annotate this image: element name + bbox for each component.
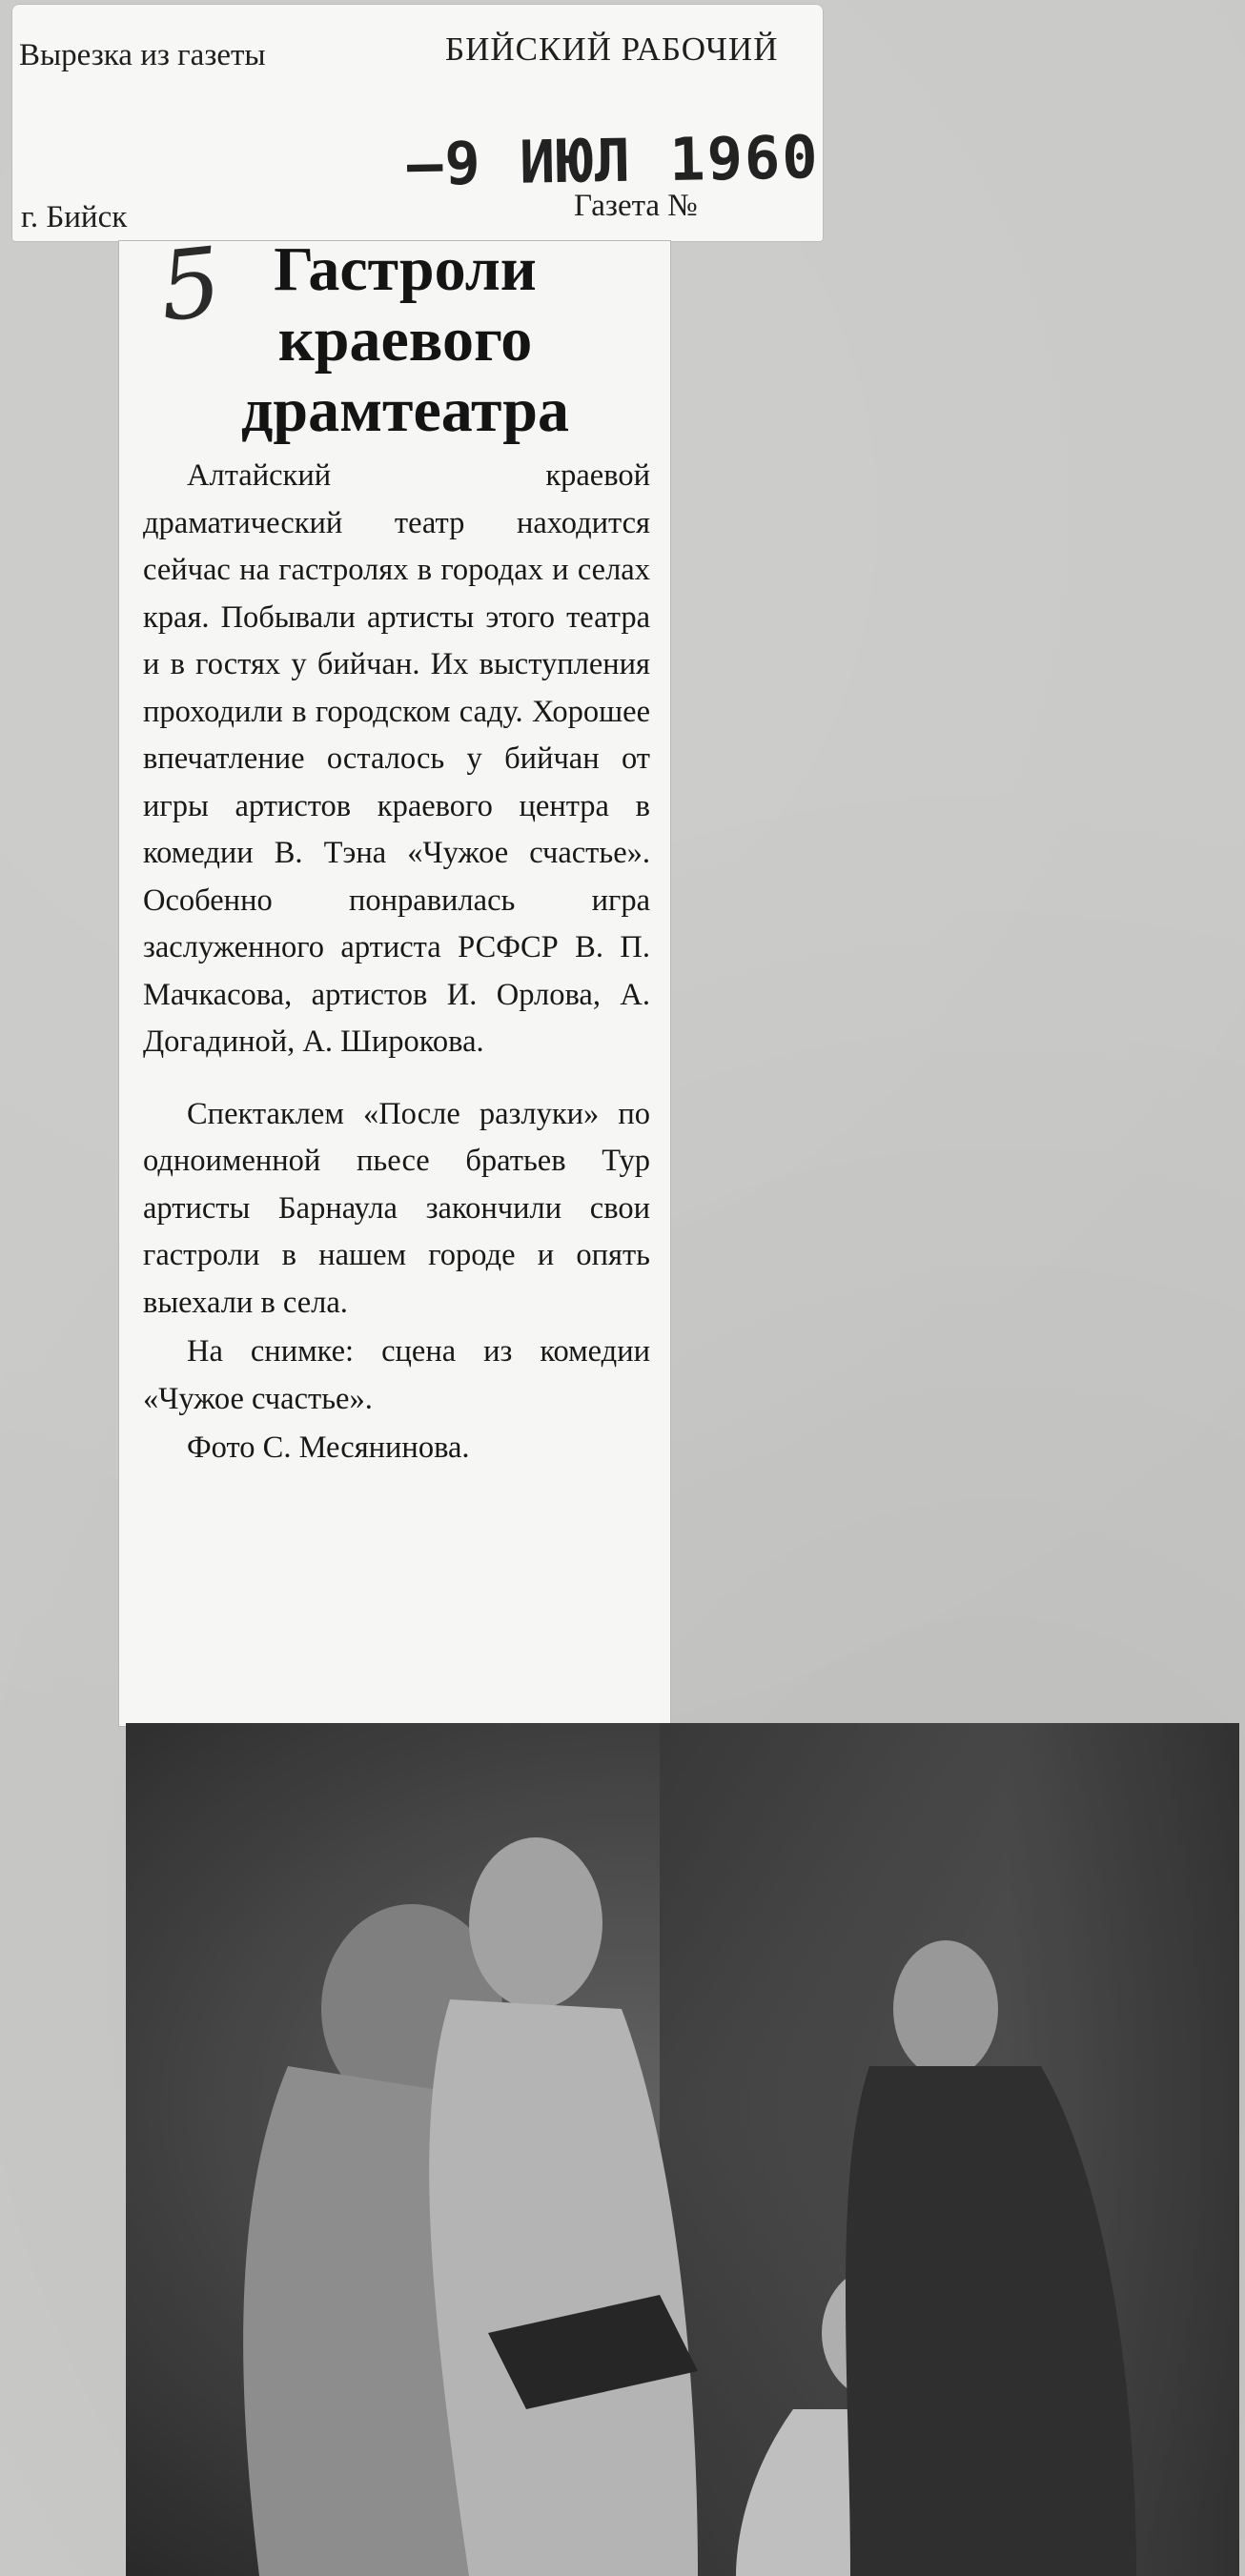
article-headline <box>214 234 596 446</box>
article-paragraph-1: Алтайский краевой драматический театр находится сейчас на гастролях в городах и селах края. Побывали артисты этого театра и в гостях у бийчан. Их выступления проходили в городском саду. Хорошее впечатление осталось у бийчан от игры артистов краевого центра в комедии В. Тэна «Чужое счастье». Особенно понравилась игра заслуженного артиста РСФСР В. П. Мачкасова, артистов И. Орлова, А. Догадиной, А. Широкова. <box>143 458 650 1059</box>
headline-line-1: Гастроли <box>274 234 537 304</box>
city-label: г. Бийск <box>21 200 128 234</box>
source-label: Вырезка из газеты <box>19 38 266 72</box>
headline-line-2: краевого <box>277 305 533 375</box>
headline-line-3: драмтеатра <box>241 375 569 445</box>
handwritten-number: 5 <box>154 225 227 344</box>
newspaper-name: БИЙСКИЙ РАБОЧИЙ <box>445 30 779 68</box>
clipping-label-slip <box>11 4 824 242</box>
article-paragraph-2: Спектаклем «После разлуки» по одноименной пьесе братьев Тур артисты Барнаула закончили свои гастроли в нашем городе и опять выехали в села. <box>143 1096 650 1320</box>
stage-scene-photo <box>126 1723 1239 2576</box>
article-body <box>143 453 650 1472</box>
photo-credit: Фото С. Месянинова. <box>187 1430 470 1465</box>
photo-icon <box>126 1723 1239 2576</box>
photo-caption: На снимке: сцена из комедии «Чужое счастье». <box>143 1334 650 1416</box>
date-stamp: –9 ИЮЛ 1960 <box>406 122 821 199</box>
issue-number-label: Газета № <box>574 189 698 223</box>
